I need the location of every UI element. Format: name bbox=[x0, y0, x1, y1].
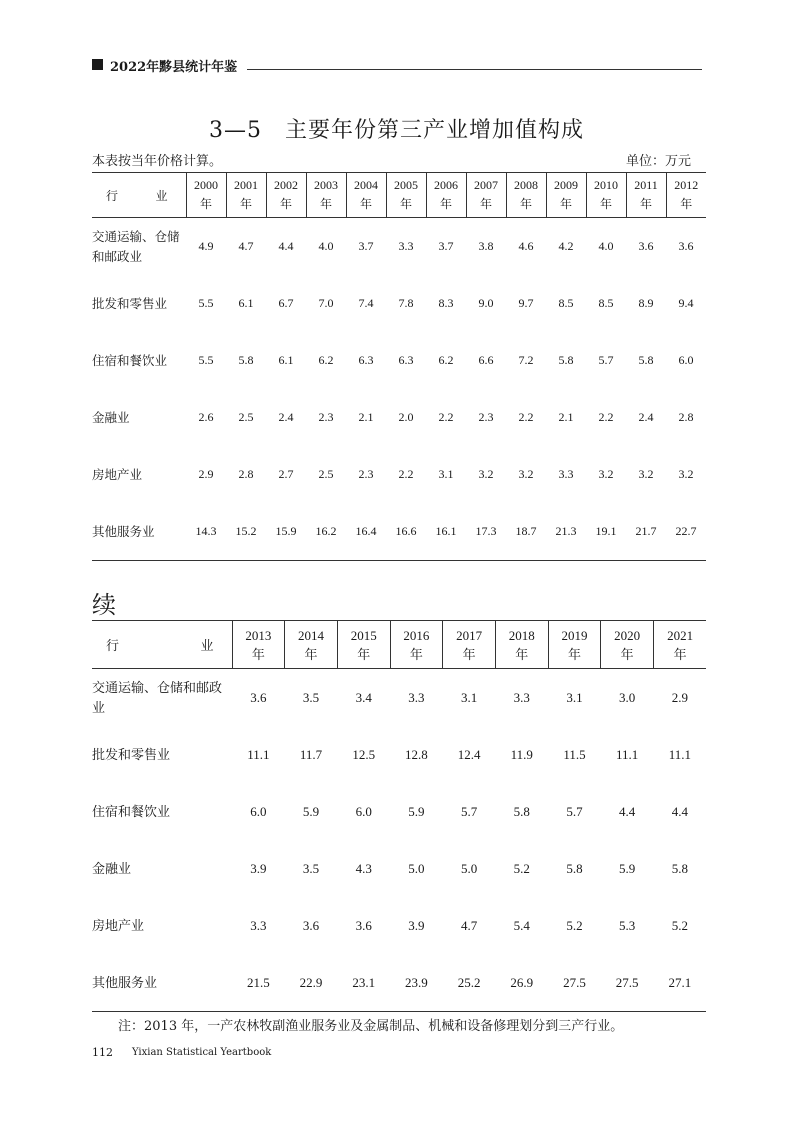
table-row bbox=[92, 446, 706, 503]
table-cell: 5.0 bbox=[408, 860, 425, 876]
table-cell: 3.3 bbox=[558, 467, 574, 481]
industry-name: 交通运输、仓储和邮政业 bbox=[92, 229, 180, 264]
year-column-header bbox=[506, 173, 546, 218]
table-cell: 2.1 bbox=[558, 410, 574, 424]
table-cell: 6.3 bbox=[398, 353, 414, 367]
table-cell: 7.4 bbox=[358, 296, 374, 310]
table-cell: 6.1 bbox=[278, 353, 294, 367]
table-cell: 19.1 bbox=[586, 503, 626, 561]
table-cell: 9.7 bbox=[518, 296, 534, 310]
year-number: 2001 bbox=[234, 178, 258, 192]
year-number: 2011 bbox=[634, 178, 658, 192]
table-cell: 16.6 bbox=[386, 503, 426, 561]
price-note: 本表按当年价格计算。 bbox=[92, 154, 223, 169]
table-cell: 2.3 bbox=[478, 410, 494, 424]
year-column-header bbox=[546, 173, 586, 218]
year-number: 2016 bbox=[403, 627, 430, 643]
table-cell: 7.8 bbox=[398, 296, 414, 310]
year-number: 2008 bbox=[514, 178, 538, 192]
table-cell: 3.2 bbox=[518, 467, 534, 481]
table-cell: 2.4 bbox=[638, 410, 654, 424]
table-cell: 4.6 bbox=[518, 239, 534, 253]
year-suffix: 年 bbox=[599, 197, 612, 211]
table-cell: 11.9 bbox=[510, 746, 533, 762]
table-cell: 21.5 bbox=[232, 954, 285, 1012]
year-number: 2021 bbox=[667, 627, 694, 643]
table-cell: 6.0 bbox=[250, 803, 267, 819]
table-cell: 2.2 bbox=[518, 410, 534, 424]
table-cell: 3.3 bbox=[250, 917, 267, 933]
table-cell: 8.3 bbox=[438, 296, 454, 310]
publication-name: Yixian Statistical Yeartbook bbox=[132, 1047, 272, 1058]
industry-name: 其他服务业 bbox=[92, 503, 186, 561]
year-suffix: 年 bbox=[620, 646, 634, 662]
table-cell: 3.6 bbox=[355, 917, 372, 933]
table-cell: 7.0 bbox=[318, 296, 334, 310]
table-cell: 8.9 bbox=[638, 296, 654, 310]
table-row bbox=[92, 332, 706, 389]
table-cell: 17.3 bbox=[466, 503, 506, 561]
year-suffix: 年 bbox=[639, 197, 652, 211]
table-cell: 4.3 bbox=[355, 860, 372, 876]
table-cell: 8.5 bbox=[558, 296, 574, 310]
table-cell: 12.5 bbox=[352, 746, 376, 762]
year-suffix: 年 bbox=[680, 197, 693, 211]
table-cell: 3.1 bbox=[566, 689, 583, 705]
industry-column-header bbox=[92, 173, 186, 218]
table-cell: 5.8 bbox=[566, 860, 583, 876]
table-cell: 5.8 bbox=[238, 353, 254, 367]
industry-header-char: 行 bbox=[106, 638, 120, 653]
year-suffix: 年 bbox=[519, 197, 532, 211]
table-cell: 6.2 bbox=[318, 353, 334, 367]
table-cell: 5.3 bbox=[619, 917, 636, 933]
year-suffix: 年 bbox=[409, 646, 423, 662]
year-column-header bbox=[626, 173, 666, 218]
year-number: 2010 bbox=[594, 178, 618, 192]
table-cell: 2.1 bbox=[358, 410, 374, 424]
year-suffix: 年 bbox=[515, 646, 529, 662]
year-column-header bbox=[337, 621, 390, 669]
table-cell: 3.2 bbox=[478, 467, 494, 481]
year-column-header bbox=[266, 173, 306, 218]
footnote: 注：2013 年，一产农林牧副渔业服务业及金属制品、机械和设备修理划分到三产行业。 bbox=[118, 1019, 624, 1034]
year-number: 2019 bbox=[561, 627, 588, 643]
table-cell: 4.4 bbox=[278, 239, 294, 253]
year-number: 2014 bbox=[298, 627, 325, 643]
table-cell: 2.8 bbox=[678, 410, 694, 424]
header-title: 2022年黟县统计年鉴 bbox=[110, 60, 238, 75]
table-cell: 21.7 bbox=[626, 503, 666, 561]
table-cell: 5.5 bbox=[198, 296, 214, 310]
year-column-header bbox=[548, 621, 601, 669]
year-column-header bbox=[443, 621, 496, 669]
year-column-header bbox=[654, 621, 707, 669]
year-column-header bbox=[346, 173, 386, 218]
table-cell: 4.2 bbox=[558, 239, 574, 253]
table-cell: 16.4 bbox=[346, 503, 386, 561]
year-suffix: 年 bbox=[251, 646, 265, 662]
table-cell: 5.9 bbox=[619, 860, 636, 876]
table-cell: 3.5 bbox=[302, 689, 320, 705]
table-cell: 3.6 bbox=[302, 917, 320, 933]
year-suffix: 年 bbox=[399, 197, 412, 211]
year-number: 2000 bbox=[194, 178, 218, 192]
table-cell: 6.0 bbox=[678, 353, 694, 367]
table-cell: 23.9 bbox=[390, 954, 443, 1012]
table-cell: 2.3 bbox=[358, 467, 374, 481]
industry-name: 房地产业 bbox=[92, 917, 145, 933]
table-cell: 27.5 bbox=[601, 954, 654, 1012]
table-cell: 5.8 bbox=[513, 803, 530, 819]
table-cell: 11.1 bbox=[668, 746, 691, 762]
table-row bbox=[92, 897, 706, 954]
table-cell: 3.2 bbox=[678, 467, 694, 481]
table-cell: 6.2 bbox=[438, 353, 454, 367]
table-cell: 23.1 bbox=[337, 954, 390, 1012]
table-cell: 2.9 bbox=[198, 467, 214, 481]
table-row bbox=[92, 275, 706, 332]
industry-header-char: 业 bbox=[155, 188, 168, 203]
table-cell: 2.2 bbox=[438, 410, 454, 424]
table-cell: 6.3 bbox=[358, 353, 374, 367]
table-row bbox=[92, 218, 706, 276]
year-suffix: 年 bbox=[279, 197, 292, 211]
year-number: 2017 bbox=[456, 627, 483, 643]
continued-label: 续 bbox=[92, 591, 116, 619]
year-column-header bbox=[601, 621, 654, 669]
table-cell: 11.1 bbox=[616, 746, 639, 762]
year-column-header bbox=[386, 173, 426, 218]
page-number: 112 bbox=[92, 1046, 113, 1059]
year-number: 2018 bbox=[508, 627, 535, 643]
table-2013-2021 bbox=[92, 620, 706, 1012]
year-suffix: 年 bbox=[673, 646, 687, 662]
unit-note: 单位：万元 bbox=[625, 154, 691, 169]
table-cell: 5.5 bbox=[198, 353, 214, 367]
year-number: 2005 bbox=[394, 178, 418, 192]
table-cell: 22.7 bbox=[666, 503, 706, 561]
table-cell: 2.4 bbox=[278, 410, 294, 424]
year-suffix: 年 bbox=[304, 646, 318, 662]
table-cell: 3.7 bbox=[358, 239, 374, 253]
year-number: 2006 bbox=[434, 178, 458, 192]
header-square-icon bbox=[92, 59, 103, 70]
table-cell: 4.7 bbox=[238, 239, 254, 253]
table-cell: 3.2 bbox=[598, 467, 614, 481]
industry-name: 批发和零售业 bbox=[92, 746, 171, 762]
table-cell: 27.5 bbox=[548, 954, 601, 1012]
table-cell: 15.9 bbox=[266, 503, 306, 561]
table-cell: 5.0 bbox=[460, 860, 478, 876]
table-cell: 2.3 bbox=[318, 410, 334, 424]
year-suffix: 年 bbox=[567, 646, 581, 662]
table-cell: 5.8 bbox=[558, 353, 574, 367]
year-number: 2015 bbox=[350, 627, 377, 643]
year-suffix: 年 bbox=[479, 197, 492, 211]
table-cell: 6.0 bbox=[355, 803, 372, 819]
table-row bbox=[92, 840, 706, 897]
year-column-header bbox=[426, 173, 466, 218]
running-header bbox=[92, 56, 702, 76]
table-cell: 12.4 bbox=[457, 746, 481, 762]
table-cell: 2.6 bbox=[198, 410, 214, 424]
table-cell: 2.2 bbox=[598, 410, 614, 424]
industry-name: 其他服务业 bbox=[92, 954, 232, 1012]
industry-name: 批发和零售业 bbox=[92, 296, 168, 311]
table-cell: 2.5 bbox=[318, 467, 334, 481]
table-cell: 6.6 bbox=[478, 353, 494, 367]
table-cell: 26.9 bbox=[495, 954, 548, 1012]
table-cell: 27.1 bbox=[654, 954, 707, 1012]
year-number: 2013 bbox=[245, 627, 272, 643]
table-cell: 6.1 bbox=[238, 296, 254, 310]
year-number: 2004 bbox=[354, 178, 378, 192]
table-cell: 11.1 bbox=[247, 746, 270, 762]
table-cell: 2.5 bbox=[238, 410, 254, 424]
table-cell: 18.7 bbox=[506, 503, 546, 561]
industry-header-char: 行 bbox=[106, 188, 119, 203]
industry-name: 住宿和餐饮业 bbox=[92, 803, 171, 819]
year-suffix: 年 bbox=[239, 197, 252, 211]
table-cell: 3.5 bbox=[302, 860, 320, 876]
table-cell: 2.9 bbox=[671, 689, 688, 705]
table-cell: 5.2 bbox=[671, 917, 688, 933]
industry-name: 房地产业 bbox=[92, 467, 143, 482]
year-number: 2007 bbox=[474, 178, 498, 192]
table-cell: 16.2 bbox=[306, 503, 346, 561]
table-cell: 5.4 bbox=[513, 917, 530, 933]
table-cell: 8.5 bbox=[598, 296, 614, 310]
table-cell: 5.7 bbox=[598, 353, 614, 367]
table-row bbox=[92, 389, 706, 446]
table-cell: 9.0 bbox=[478, 296, 494, 310]
table-cell: 4.0 bbox=[318, 239, 334, 253]
table-cell: 11.5 bbox=[563, 746, 586, 762]
year-suffix: 年 bbox=[439, 197, 452, 211]
year-column-header bbox=[285, 621, 338, 669]
table-cell: 14.3 bbox=[186, 503, 226, 561]
table-row bbox=[92, 783, 706, 840]
table-cell: 4.4 bbox=[671, 803, 688, 819]
table-cell: 4.9 bbox=[198, 239, 214, 253]
industry-name: 交通运输、仓储和邮政业 bbox=[92, 679, 223, 715]
table-2000-2012 bbox=[92, 172, 706, 561]
table-cell: 5.9 bbox=[302, 803, 320, 819]
table-cell: 5.8 bbox=[671, 860, 688, 876]
year-column-header bbox=[390, 621, 443, 669]
table-cell: 3.9 bbox=[408, 917, 425, 933]
year-number: 2003 bbox=[314, 178, 338, 192]
year-suffix: 年 bbox=[559, 197, 572, 211]
table-cell: 3.2 bbox=[638, 467, 654, 481]
table-row bbox=[92, 669, 706, 727]
table-cell: 5.8 bbox=[638, 353, 654, 367]
industry-header-char: 业 bbox=[200, 638, 214, 653]
table-cell: 9.4 bbox=[678, 296, 694, 310]
table-cell: 3.1 bbox=[460, 689, 478, 705]
table-cell: 3.3 bbox=[398, 239, 414, 253]
table-cell: 3.8 bbox=[478, 239, 494, 253]
page-title: 3—5 主要年份第三产业增加值构成 bbox=[209, 118, 584, 143]
year-number: 2009 bbox=[554, 178, 578, 192]
table-cell: 2.0 bbox=[398, 410, 414, 424]
table-row bbox=[92, 726, 706, 783]
table-cell: 3.3 bbox=[408, 689, 425, 705]
year-number: 2020 bbox=[614, 627, 641, 643]
table-cell: 3.6 bbox=[638, 239, 654, 253]
year-suffix: 年 bbox=[357, 646, 371, 662]
table-cell: 6.7 bbox=[278, 296, 294, 310]
table-cell: 16.1 bbox=[426, 503, 466, 561]
year-column-header bbox=[466, 173, 506, 218]
year-column-header bbox=[186, 173, 226, 218]
year-column-header bbox=[306, 173, 346, 218]
table-cell: 21.3 bbox=[546, 503, 586, 561]
table-cell: 15.2 bbox=[226, 503, 266, 561]
year-column-header bbox=[232, 621, 285, 669]
table-cell: 12.8 bbox=[405, 746, 428, 762]
table-cell: 5.7 bbox=[566, 803, 583, 819]
table-cell: 11.7 bbox=[299, 746, 323, 762]
industry-name: 住宿和餐饮业 bbox=[92, 353, 168, 368]
table-cell: 2.2 bbox=[398, 467, 414, 481]
table-cell: 3.6 bbox=[250, 689, 267, 705]
industry-name: 金融业 bbox=[92, 860, 132, 876]
year-suffix: 年 bbox=[462, 646, 476, 662]
table-cell: 3.0 bbox=[619, 689, 636, 705]
table-cell: 4.7 bbox=[460, 917, 478, 933]
table-cell: 5.2 bbox=[513, 860, 530, 876]
table-cell: 3.7 bbox=[438, 239, 454, 253]
header-rule bbox=[247, 69, 702, 70]
table-cell: 2.8 bbox=[238, 467, 254, 481]
year-column-header bbox=[666, 173, 706, 218]
table-cell: 3.6 bbox=[678, 239, 694, 253]
table-cell: 2.7 bbox=[278, 467, 294, 481]
table-row bbox=[92, 503, 706, 561]
table-cell: 5.7 bbox=[460, 803, 478, 819]
table-row bbox=[92, 954, 706, 1012]
table-cell: 22.9 bbox=[285, 954, 338, 1012]
table-cell: 3.1 bbox=[438, 467, 454, 481]
year-suffix: 年 bbox=[359, 197, 372, 211]
table-cell: 4.0 bbox=[598, 239, 614, 253]
table-cell: 25.2 bbox=[443, 954, 496, 1012]
industry-column-header bbox=[92, 621, 232, 669]
table-cell: 3.4 bbox=[355, 689, 372, 705]
table-cell: 7.2 bbox=[518, 353, 534, 367]
year-column-header bbox=[586, 173, 626, 218]
year-suffix: 年 bbox=[199, 197, 212, 211]
year-suffix: 年 bbox=[319, 197, 332, 211]
industry-name: 金融业 bbox=[92, 410, 130, 425]
table-cell: 5.2 bbox=[566, 917, 583, 933]
table-cell: 5.9 bbox=[408, 803, 425, 819]
table-cell: 3.3 bbox=[513, 689, 530, 705]
year-column-header bbox=[495, 621, 548, 669]
year-column-header bbox=[226, 173, 266, 218]
table-cell: 4.4 bbox=[619, 803, 636, 819]
year-number: 2012 bbox=[674, 178, 699, 192]
table-cell: 3.9 bbox=[250, 860, 267, 876]
year-number: 2002 bbox=[274, 178, 298, 192]
